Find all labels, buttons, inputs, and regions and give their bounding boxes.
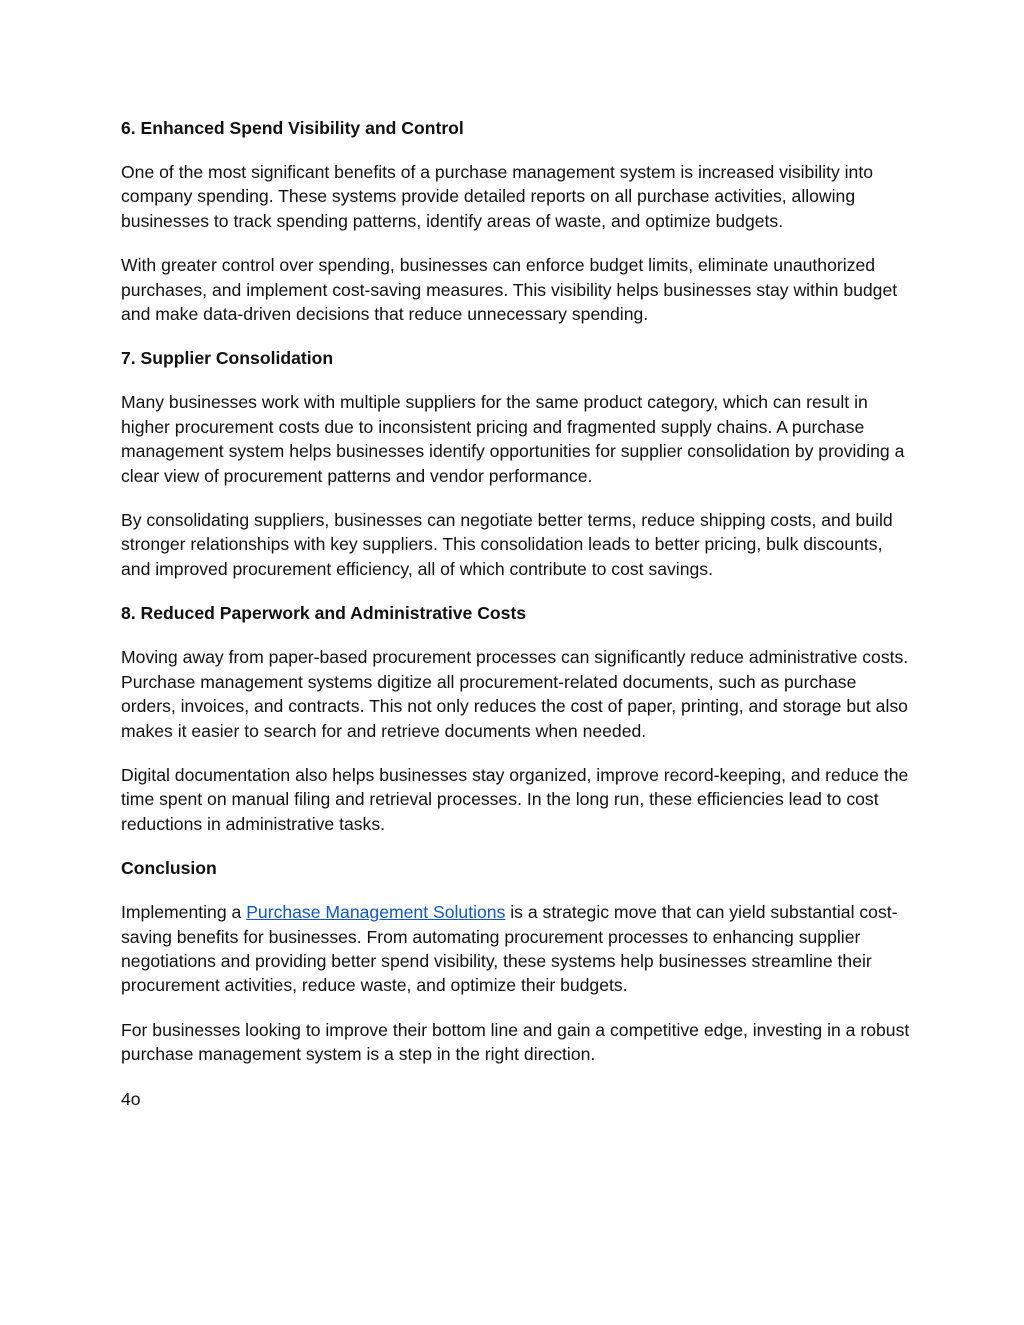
document-body [121, 116, 911, 1131]
section-paragraph: One of the most significant benefits of a purchase management system is increased visibility into company spending. These systems provide detailed reports on all purchase activities, allowing businesses to track spending patterns, identify areas of waste, and optimize budgets. [121, 162, 874, 231]
conclusion-paragraph [121, 900, 911, 998]
conclusion-paragraph: For businesses looking to improve their bottom line and gain a competitive edge, investing in a robust purchase management system is a step in the right direction. [121, 1019, 910, 1065]
section-paragraph: Digital documentation also helps businesses stay organized, improve record-keeping, and reduce the time spent on manual filing and retrieval processes. In the long run, these efficiencies lead to cost reductions in administrative tasks. [121, 764, 909, 834]
footer-note: 4o [121, 1088, 141, 1109]
section-paragraph: Moving away from paper-based procurement processes can significantly reduce administrative costs. Purchase management systems digitize all procurement-related documents, such as purchase orders, invoices, and contracts. This not only reduces the cost of paper, printing, and storage but also makes it easier to search for and retrieve documents when needed. [121, 647, 909, 741]
section-paragraph: With greater control over spending, businesses can enforce budget limits, eliminate unauthorized purchases, and implement cost-saving measures. This visibility helps businesses stay within budget and make data-driven decisions that reduce unnecessary spending. [121, 255, 898, 325]
conclusion-text-before-link: Implementing a [121, 902, 247, 923]
section-heading-supplier-consolidation: 7. Supplier Consolidation [121, 348, 334, 369]
conclusion-text-after-link: is a strategic move that can yield substantial cost-saving benefits for businesses. From automating procurement processes to enhancing supplier negotiations and providing better spend visibility, these systems help businesses streamline their procurement activities, reduce waste, and optimize their budgets. [121, 902, 898, 996]
purchase-management-solutions-link[interactable]: Purchase Management Solutions [246, 902, 506, 923]
section-paragraph: By consolidating suppliers, businesses can negotiate better terms, reduce shipping costs, and build stronger relationships with key suppliers. This consolidation leads to better pricing, bulk discounts, and improved procurement efficiency, all of which contribute to cost savings. [121, 510, 893, 579]
conclusion-heading: Conclusion [121, 858, 217, 879]
section-heading-reduced-paperwork: 8. Reduced Paperwork and Administrative Costs [121, 603, 527, 624]
section-heading-spend-visibility: 6. Enhanced Spend Visibility and Control [121, 118, 464, 138]
section-paragraph: Many businesses work with multiple suppliers for the same product category, which can result in higher procurement costs due to inconsistent pricing and fragmented supply chains. A purchase management system helps businesses identify opportunities for supplier consolidation by providing a clear view of procurement patterns and vendor performance. [121, 392, 905, 486]
